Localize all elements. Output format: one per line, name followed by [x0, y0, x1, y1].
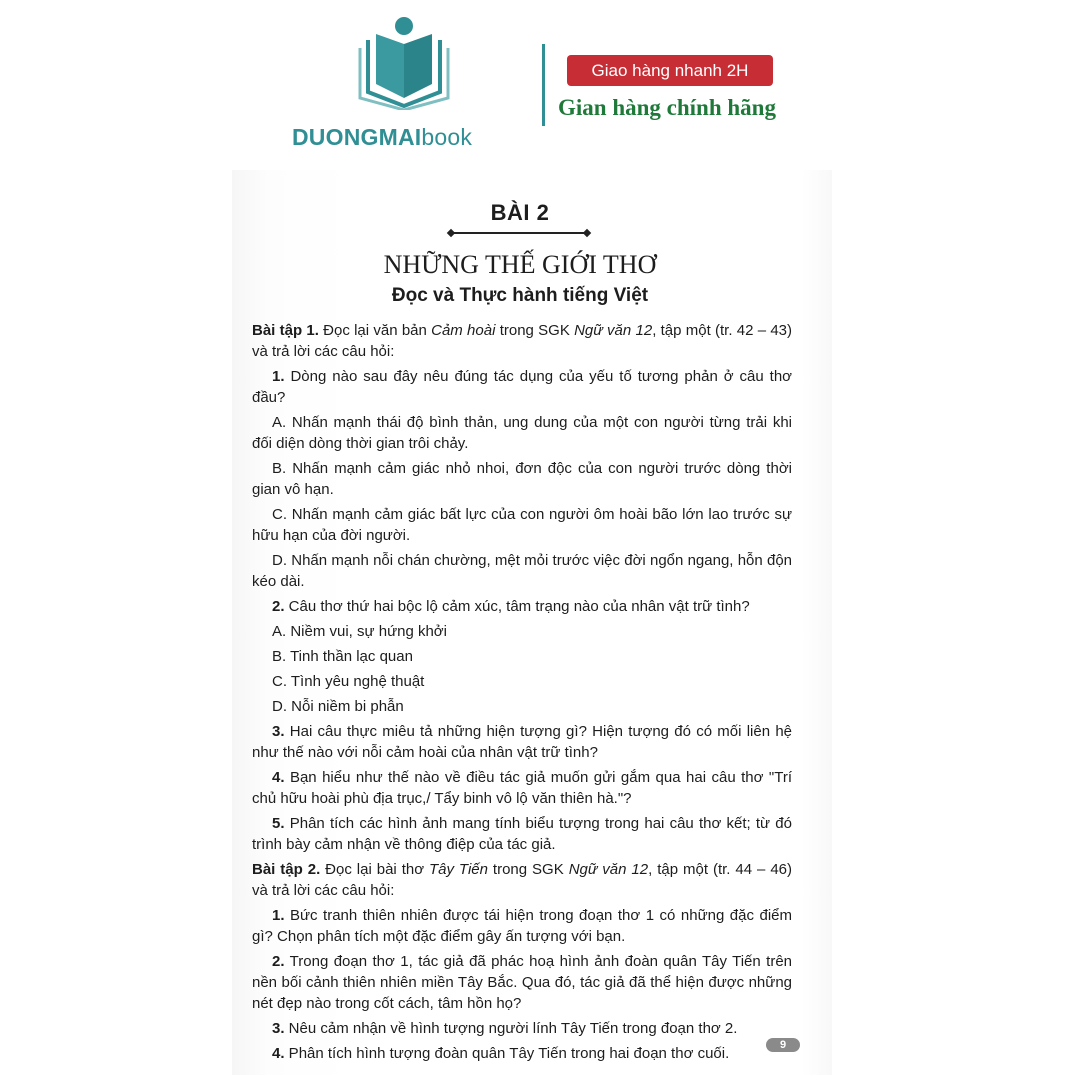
text: Đọc lại văn bản [318, 322, 432, 339]
answer-option: C. Nhấn mạnh cảm giác bất lực của con người ôm hoài bão lớn lao trước sự hữu hạn của đời người. [252, 506, 792, 544]
text: trong SGK [487, 861, 569, 878]
question-text: Hai câu thực miêu tả những hiện tượng gì? Hiện tượng đó có mối liên hệ như thế nào với nỗi cảm hoài của nhân vật trữ tình? [252, 723, 792, 761]
question-number: 5. [272, 815, 285, 832]
question [252, 366, 792, 408]
question-text: Trong đoạn thơ 1, tác giả đã phác hoạ hình ảnh đoàn quân Tây Tiến trên nền bối cảnh thiên nhiên miền Tây Bắc. Qua đó, tác giả đã thể hiện được những nét đẹp nào trong cốt cách, tâm hồn họ? [252, 953, 792, 1012]
answer-option: C. Tình yêu nghệ thuật [272, 673, 425, 690]
question [252, 813, 792, 855]
question-number: 2. [272, 953, 285, 970]
question-text: Nêu cảm nhận về hình tượng người lính Tây Tiến trong đoạn thơ 2. [284, 1020, 738, 1037]
answer-option: B. Nhấn mạnh cảm giác nhỏ nhoi, đơn độc của con người trước dòng thời gian vô hạn. [252, 460, 792, 498]
answer-option: D. Nỗi niềm bi phẫn [272, 698, 404, 715]
open-book-reader-icon [356, 14, 452, 110]
question-text: Phân tích hình tượng đoàn quân Tây Tiến trong hai đoạn thơ cuối. [284, 1045, 730, 1062]
exercise-content [252, 320, 792, 1068]
question-text: Phân tích các hình ảnh mang tính biểu tượng trong hai câu thơ kết; từ đó trình bày cảm nhận về thông điệp của tác giả. [252, 815, 792, 853]
section-title: Đọc và Thực hành tiếng Việt [391, 285, 649, 306]
question-number: 4. [272, 1045, 285, 1062]
question-number: 1. [272, 907, 285, 924]
lesson-number: BÀI 2 [490, 200, 550, 225]
question [252, 767, 792, 809]
work-title: Cảm hoài [431, 322, 496, 339]
question [252, 721, 792, 763]
question-text: Bạn hiểu như thế nào về điều tác giả muốn gửi gắm qua hai câu thơ "Trí chủ hữu hoài phù địa trục,/ Tẩy binh vô lộ văn thiên hà."? [252, 769, 792, 807]
question-number: 3. [272, 1020, 285, 1037]
work-title: Tây Tiến [428, 861, 488, 878]
lesson-ornament-rule [452, 232, 586, 234]
page-number: 9 [766, 1038, 800, 1052]
header-divider [542, 44, 545, 126]
question [252, 1043, 792, 1064]
authentic-store-label: Gian hàng chính hãng [558, 95, 776, 120]
text: , tập một (tr. 44 – 46) và trả lời các câu hỏi: [252, 861, 792, 899]
answer-option: B. Tinh thần lạc quan [272, 648, 413, 665]
question-text: Dòng nào sau đây nêu đúng tác dụng của yếu tố tương phản ở câu thơ đầu? [252, 368, 792, 406]
exercise-2-label: Bài tập 2. [252, 861, 321, 878]
question [252, 596, 792, 617]
answer-option: A. Nhấn mạnh thái độ bình thản, ung dung của một con người từng trải khi đối diện dòng thời gian trôi chảy. [252, 414, 792, 452]
brand-name [292, 124, 472, 151]
chapter-title: NHỮNG THẾ GIỚI THƠ [383, 250, 657, 279]
question-number: 1. [272, 368, 285, 385]
question [252, 951, 792, 1014]
answer-option: D. Nhấn mạnh nỗi chán chường, mệt mỏi trước việc đời ngổn ngang, hỗn độn kéo dài. [252, 552, 792, 590]
text: Đọc lại bài thơ [320, 861, 429, 878]
exercise-2-intro [252, 859, 792, 901]
question [252, 1018, 792, 1039]
text: , tập một (tr. 42 – 43) và trả lời các câu hỏi: [252, 322, 793, 360]
question-number: 4. [272, 769, 285, 786]
question-text: Câu thơ thứ hai bộc lộ cảm xúc, tâm trạng nào của nhân vật trữ tình? [284, 598, 750, 615]
brand-logo [278, 10, 533, 150]
question [252, 905, 792, 947]
exercise-1-intro [252, 320, 792, 362]
fast-delivery-badge: Giao hàng nhanh 2H [567, 55, 773, 86]
brand-name-bold: DUONGMAI [292, 124, 422, 150]
exercise-1-label: Bài tập 1. [252, 322, 319, 339]
question-text: Bức tranh thiên nhiên được tái hiện trong đoạn thơ 1 có những đặc điểm gì? Chọn phân tích một đặc điểm gây ấn tượng với bạn. [252, 907, 792, 945]
question-number: 2. [272, 598, 285, 615]
question-number: 3. [272, 723, 285, 740]
book-title: Ngữ văn 12 [574, 322, 653, 339]
brand-name-light: book [421, 124, 473, 150]
text: trong SGK [495, 322, 575, 339]
answer-option: A. Niềm vui, sự hứng khởi [272, 623, 447, 640]
book-title: Ngữ văn 12 [568, 861, 649, 878]
